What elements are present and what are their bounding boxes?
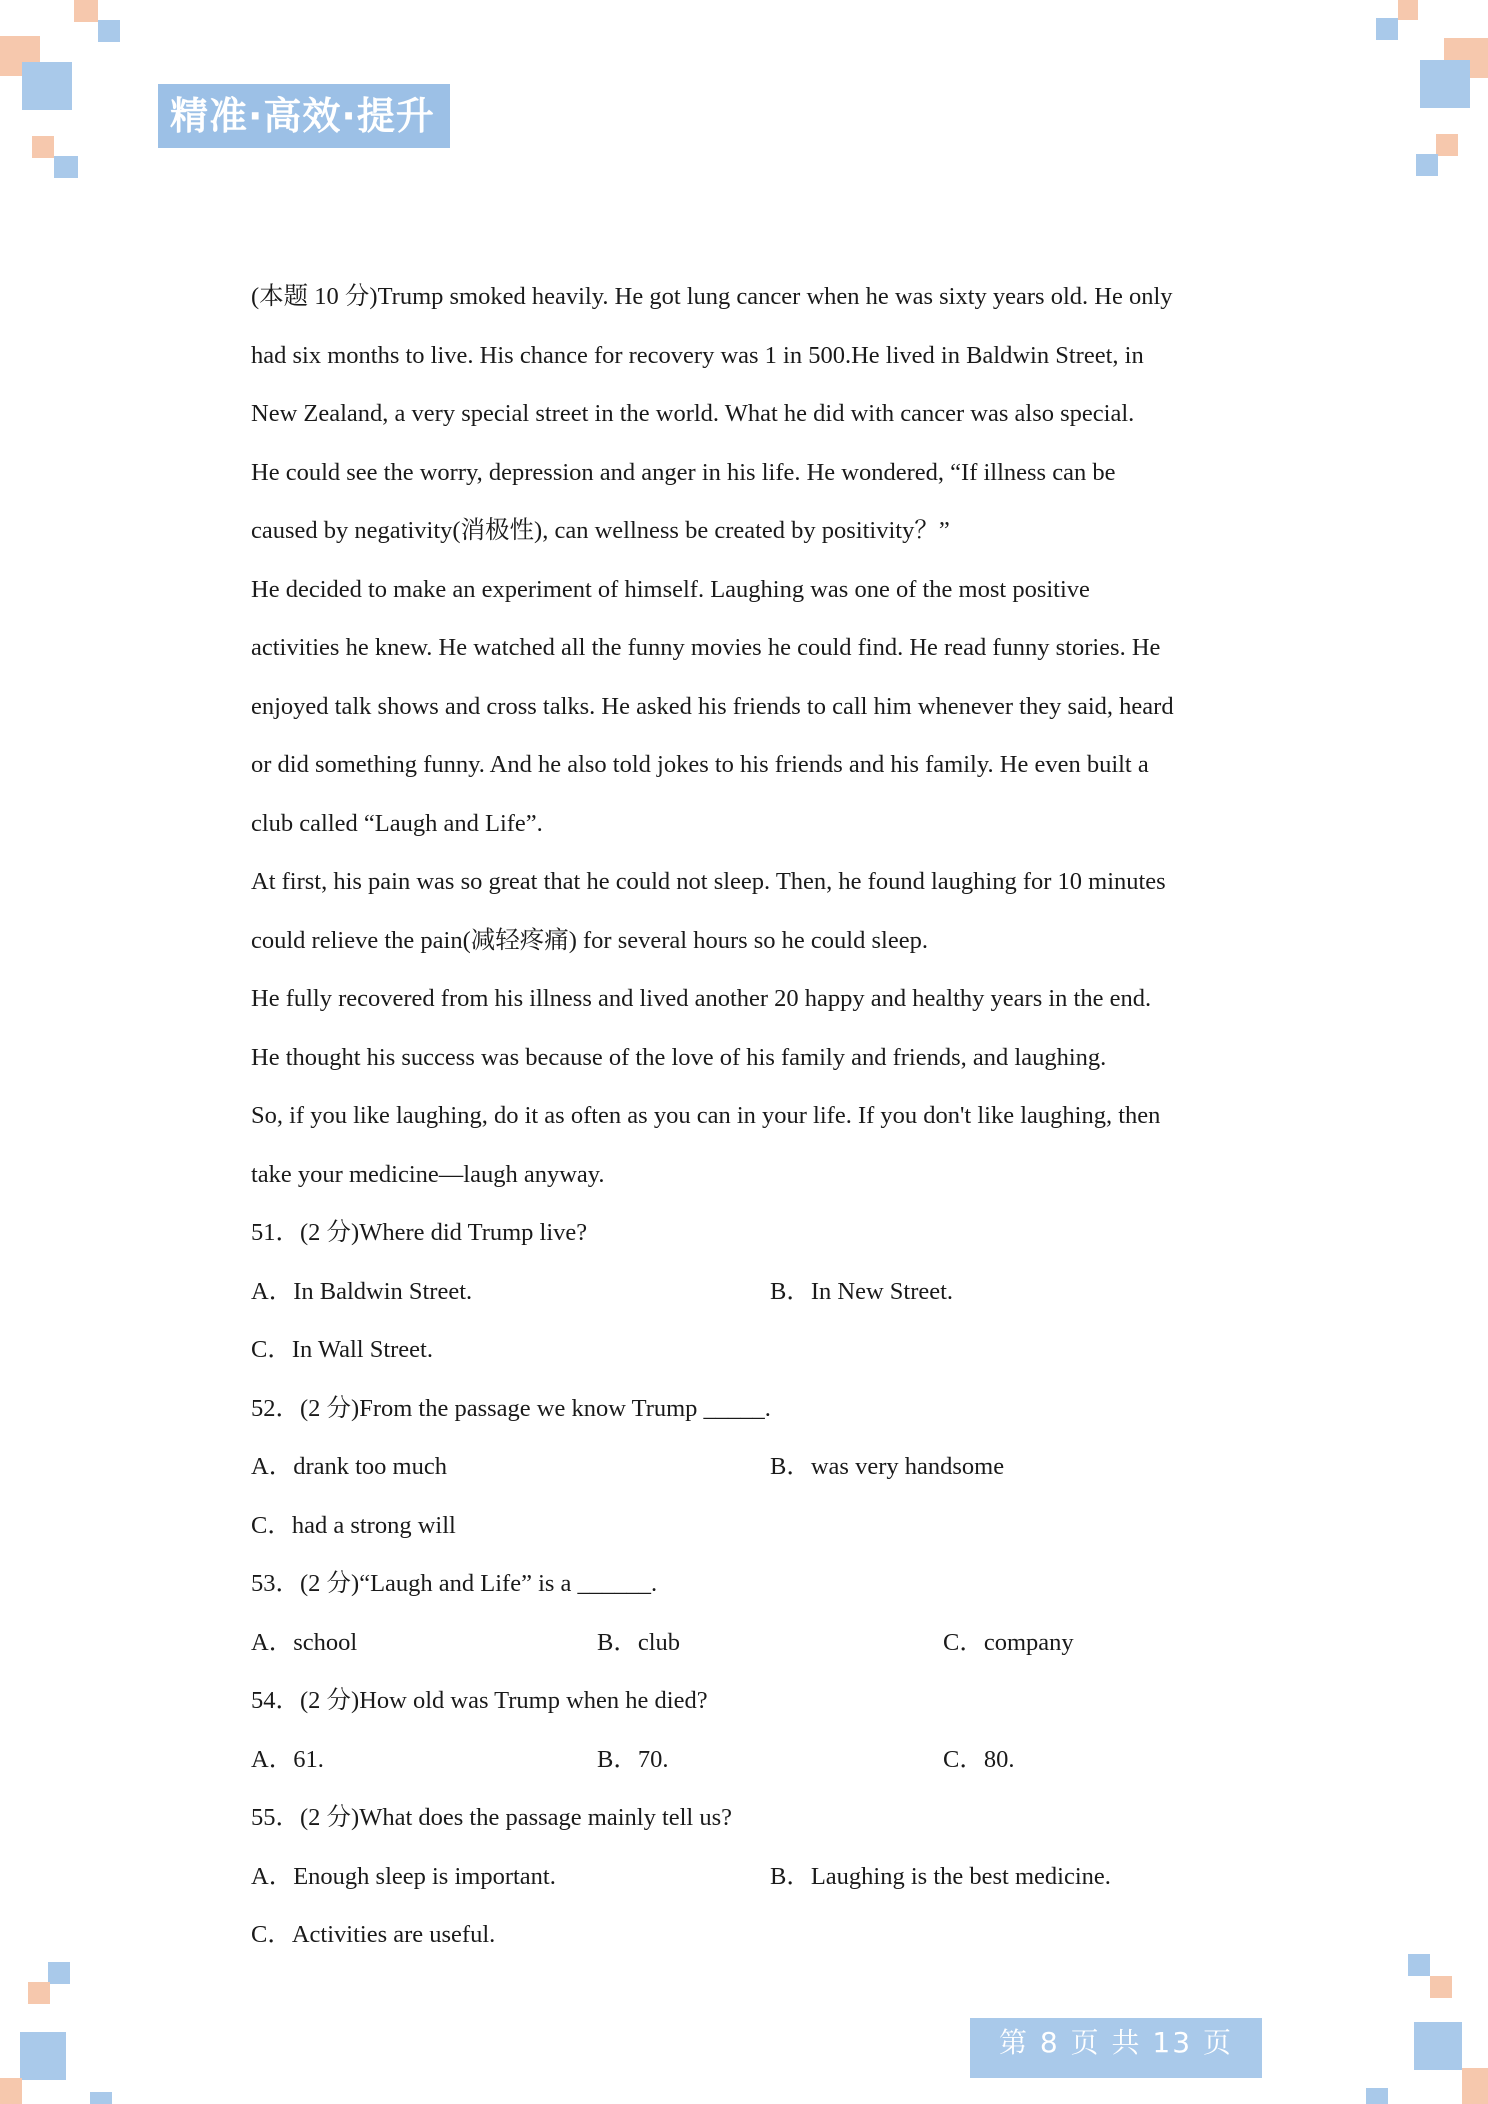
passage-line: could relieve the pain(减轻疼痛) for several hours so he could sleep. xyxy=(251,926,928,954)
decor-square xyxy=(54,156,78,178)
option-b: B．club xyxy=(597,1628,681,1656)
passage-line: club called “Laugh and Life”. xyxy=(251,809,543,837)
passage-line: At first, his pain was so great that he could not sleep. Then, he found laughing for 10 minutes xyxy=(251,868,1166,895)
passage-line: activities he knew. He watched all the funny movies he could find. He read funny stories. He xyxy=(251,634,1161,661)
option-c: C．had a strong will xyxy=(251,1511,456,1539)
decor-square xyxy=(22,62,72,110)
decor-square xyxy=(1398,0,1418,20)
decor-square xyxy=(1416,154,1438,176)
passage-line: He could see the worry, depression and anger in his life. He wondered, “If illness can be xyxy=(251,458,1116,486)
passage-line: New Zealand, a very special street in the world. What he did with cancer was also special. xyxy=(251,400,1135,427)
brand-banner: 精准·高效·提升 xyxy=(158,84,450,148)
question-52 xyxy=(251,1386,1251,1562)
decor-square xyxy=(1414,2022,1462,2070)
option-b: B．was very handsome xyxy=(770,1453,1005,1480)
option-a: A．drank too much xyxy=(251,1453,447,1480)
passage-line: So, if you like laughing, do it as often as you can in your life. If you don't like laughing, then xyxy=(251,1102,1161,1129)
question-51 xyxy=(251,1210,1251,1386)
question-stem: 53．(2 分)“Laugh and Life” is a ______. xyxy=(251,1570,658,1597)
question-stem: 52．(2 分)From the passage we know Trump _____. xyxy=(251,1394,771,1422)
question-stem: 54．(2 分)How old was Trump when he died? xyxy=(251,1687,708,1714)
passage-line: He thought his success was because of the love of his family and friends, and laughing. xyxy=(251,1043,1107,1071)
passage-line: had six months to live. His chance for recovery was 1 in 500.He lived in Baldwin Street, in xyxy=(251,341,1144,369)
passage-line: (本题 10 分)Trump smoked heavily. He got lung cancer when he was sixty years old. He only xyxy=(251,283,1173,310)
decor-square xyxy=(20,2032,66,2080)
exam-content xyxy=(251,274,1251,1971)
option-a: A．In Baldwin Street. xyxy=(251,1277,473,1305)
decor-square xyxy=(48,1962,70,1984)
option-c: C．80. xyxy=(943,1745,1015,1773)
passage-line: take your medicine—laugh anyway. xyxy=(251,1160,605,1188)
passage-line: He fully recovered from his illness and lived another 20 happy and healthy years in the end. xyxy=(251,985,1152,1012)
option-b: B．Laughing is the best medicine. xyxy=(770,1862,1111,1890)
passage-line: enjoyed talk shows and cross talks. He asked his friends to call him whenever they said, heard xyxy=(251,692,1174,720)
option-a: A．school xyxy=(251,1628,358,1656)
decor-square xyxy=(90,2092,112,2104)
decor-square xyxy=(28,1982,50,2004)
option-c: C．Activities are useful. xyxy=(251,1921,496,1948)
question-55 xyxy=(251,1795,1251,1971)
options-row xyxy=(251,1737,1251,1796)
decor-square xyxy=(98,20,120,42)
decor-square xyxy=(1420,60,1470,108)
option-b: B．In New Street. xyxy=(770,1277,954,1305)
option-b: B．70. xyxy=(597,1745,669,1773)
decor-square xyxy=(32,136,54,158)
option-c: C．In Wall Street. xyxy=(251,1336,433,1363)
decor-square xyxy=(0,2078,22,2104)
decor-square xyxy=(1366,2088,1388,2104)
page-number: 第 8 页 共 13 页 xyxy=(970,2018,1262,2078)
options-row xyxy=(251,1269,1251,1328)
decor-square xyxy=(1430,1976,1452,1998)
decor-square xyxy=(1436,134,1458,156)
decor-square xyxy=(1462,2068,1488,2104)
decor-square xyxy=(1408,1954,1430,1976)
question-53 xyxy=(251,1561,1251,1678)
decor-square xyxy=(74,0,98,22)
options-row xyxy=(251,1854,1251,1913)
option-a: A．61. xyxy=(251,1745,324,1773)
question-stem: 51．(2 分)Where did Trump live? xyxy=(251,1219,588,1246)
passage-line: or did something funny. And he also told jokes to his friends and his family. He even built a xyxy=(251,751,1149,778)
decor-square xyxy=(1376,18,1398,40)
passage-line: caused by negativity(消极性), can wellness be created by positivity？” xyxy=(251,517,950,544)
option-c: C．company xyxy=(943,1628,1074,1656)
question-54 xyxy=(251,1678,1251,1795)
question-stem: 55．(2 分)What does the passage mainly tell us? xyxy=(251,1804,733,1831)
passage-line: He decided to make an experiment of himself. Laughing was one of the most positive xyxy=(251,575,1090,603)
reading-passage xyxy=(251,274,1251,1210)
options-row xyxy=(251,1444,1251,1503)
option-a: A．Enough sleep is important. xyxy=(251,1862,556,1890)
options-row xyxy=(251,1620,1251,1679)
